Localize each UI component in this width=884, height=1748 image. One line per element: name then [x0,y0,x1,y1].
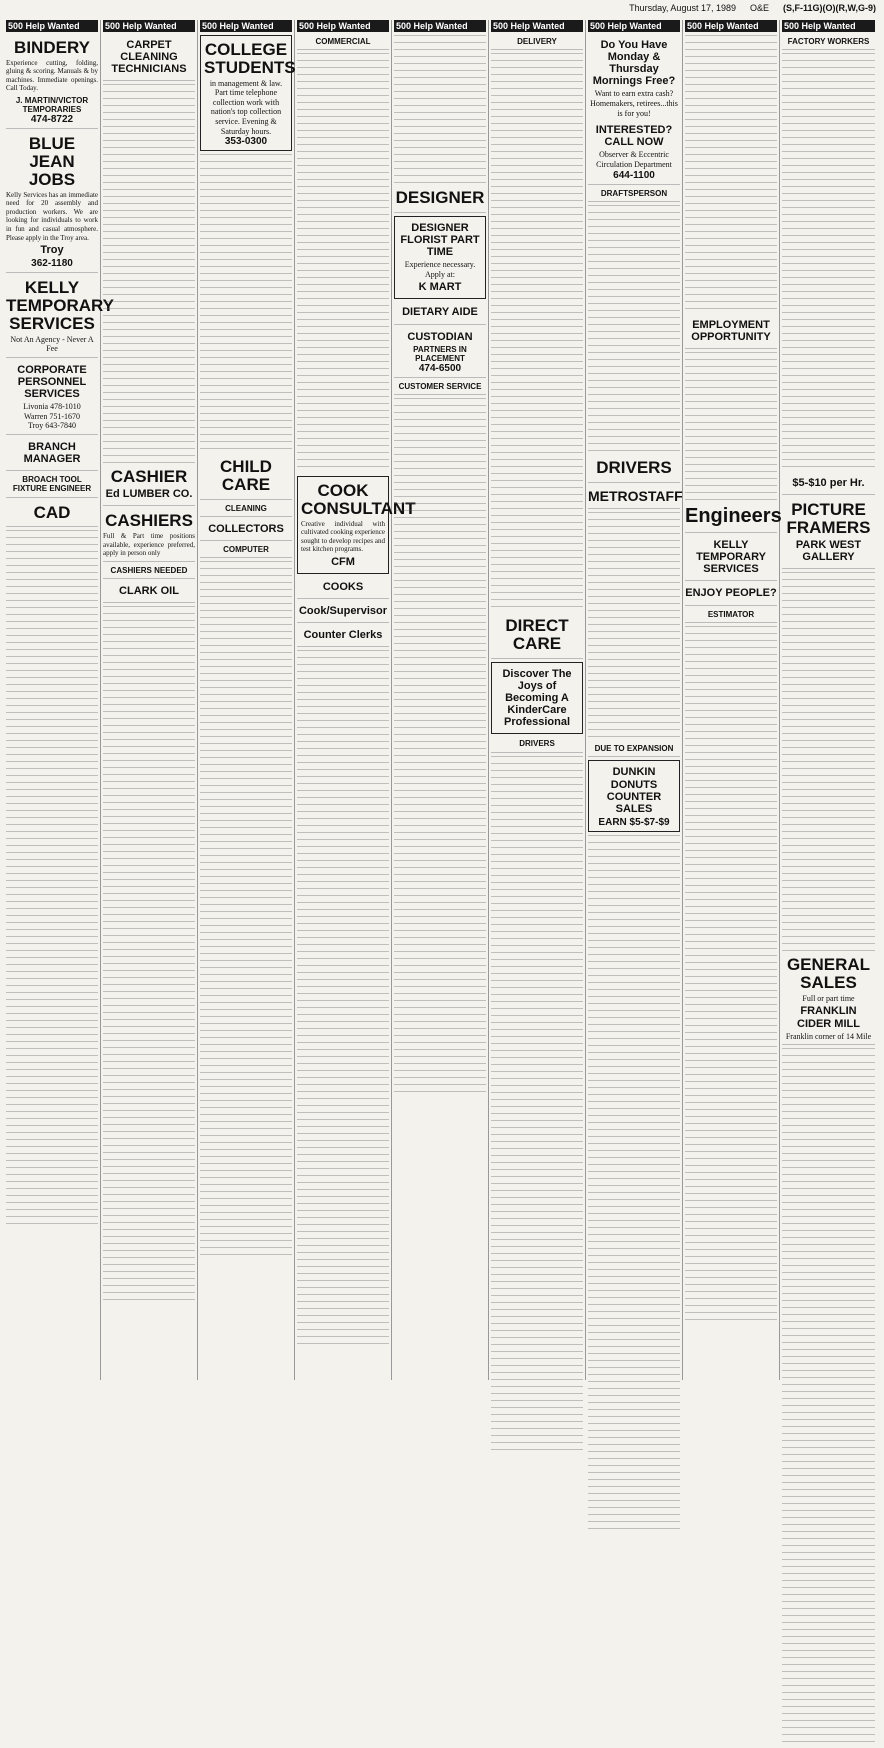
ad-draftsperson [588,187,680,202]
ad-general-sales [782,952,875,1045]
ad-title: DUE TO EXPANSION [594,744,674,754]
column-4 [295,20,416,1380]
ad-company: FRANKLIN CIDER MILL [797,1005,860,1030]
ad-delivery [491,35,583,50]
ad-title: DESIGNER FLORIST PART TIME [400,221,480,259]
ad-drivers [491,737,583,752]
ad-branch [6,437,98,471]
ad-estimator [685,608,777,623]
masthead-date: Thursday, August 17, 1989 [629,3,736,13]
classified-text-block [103,606,195,1306]
column-1 [4,20,114,1380]
ad-title: DUNKIN DONUTS COUNTER SALES [606,766,662,815]
classified-text-block [200,154,292,454]
ad-counter-clerks [297,625,389,647]
classified-text-block [685,626,777,1326]
masthead [0,0,884,16]
ad-wage [782,473,875,495]
ad-corporate [6,360,98,435]
ad-engineers [685,502,782,533]
ad-text: in management & law. Part time telephone collection work with nation's top collection service. Evening & Saturday hours. [209,78,283,136]
ad-commercial [297,35,389,50]
ad-title: CASHIERS NEEDED [110,565,188,575]
ad-title: BINDERY [14,38,90,57]
ad-college [200,35,296,151]
ad-text: Creative individual with cultivated cooking experience sought to develop recipes and test kitchen programs. [301,519,385,554]
classified-text-block [297,650,389,1350]
classified-text-block [103,84,195,464]
ad-title: BRANCH MANAGER [23,440,81,466]
ad-factory [782,35,875,50]
ad-kelly [6,275,114,358]
ad-text: Kelly Services has an immediate need for 20 assembly and production workers. We are looking for individuals to work in fun and casual atmosphere. Please apply in the Troy area. [6,190,98,242]
ad-dietary [394,302,486,324]
ad-title: CASHIER [110,467,188,487]
ad-customer-service [394,380,486,395]
ad-designer-florist [394,216,486,300]
ad-title: ESTIMATOR [707,609,755,619]
columns [4,20,880,1380]
ad-title: DIETARY AIDE [402,306,478,319]
ad-title: FACTORY WORKERS [787,37,870,46]
ad-sub: PARTNERS IN PLACEMENT [413,344,467,363]
ad-phone: 362-1180 [31,258,73,270]
section-header: 500 Help Wanted [685,20,777,32]
classified-text-block [394,398,486,1098]
ad-computer [200,543,292,558]
ad-title: Counter Clerks [303,629,383,642]
ad-title-2: FIXTURE ENGINEER [12,484,92,494]
masthead-section: O&E [749,3,769,13]
ad-text: Want to earn extra cash? Homemakers, retirees...this is for you! [590,89,678,118]
ad-title: CLARK OIL [119,584,179,597]
classified-text-block [200,561,292,1261]
classified-text-block [685,352,777,502]
ad-cooks [297,577,389,599]
classified-text-block [782,1048,875,1748]
ad-title: KELLY TEMPORARY SERVICES [696,539,766,576]
classified-text-block [782,53,875,473]
classified-text-block [491,53,583,613]
ad-org: Observer & Eccentric Circulation Department [596,150,672,169]
ad-dunkin [588,760,680,831]
ad-title: Engineers [685,505,782,528]
ad-title: $5-$10 per Hr. [792,477,865,490]
ad-title: CASHIERS [105,511,193,531]
ad-title: PICTURE FRAMERS [786,500,871,538]
section-header: 500 Help Wanted [394,20,486,32]
ad-title: Do You Have Monday & Thursday Mornings Free? [592,39,676,88]
ad-blue-jean [6,131,98,273]
ad-enjoy [685,583,777,605]
ad-sub: Full or part time [802,993,855,1003]
ad-sub: Ed LUMBER CO. [105,488,193,501]
ad-sub: Not An Agency - Never A Fee [10,334,94,354]
ad-interested: INTERESTED? CALL NOW [595,124,673,149]
ad-title: Discover The Joys of Becoming A KinderCare Professional [502,667,572,729]
classified-text-block [491,756,583,1456]
corporate-line: Troy 643-7840 [28,421,76,431]
ad-employment [685,315,777,349]
ad-title: COOKS [322,581,364,594]
ad-text: Full & Part time positions available, experience preferred, apply in person only [103,532,195,558]
classified-text-block [685,35,777,315]
ad-earn: EARN $5-$7-$9 [598,816,670,828]
ad-metrostaff [588,485,683,510]
ad-title: Cook/Supervisor [298,605,388,618]
ad-title: DRAFTSPERSON [600,188,668,198]
section-header: 500 Help Wanted [782,20,875,32]
classified-text-block [782,572,875,952]
section-header: 500 Help Wanted [297,20,389,32]
ad-collectors [200,519,292,541]
column-9 [780,20,877,1380]
classified-text-block [6,530,98,1230]
ad-title: DRIVERS [519,739,555,749]
ad-title: COOK CONSULTANT [301,481,416,519]
ad-drivers-2 [588,455,680,483]
classified-text-block [297,53,389,473]
ad-title: COMMERCIAL [315,37,371,46]
column-5 [392,20,489,1380]
ad-cook-consultant [297,476,416,574]
ad-title: BLUE JEAN JOBS [28,134,76,190]
section-header: 500 Help Wanted [588,20,680,32]
ad-title: CARPET CLEANING TECHNICIANS [111,39,187,76]
ad-company: CFM [331,556,355,568]
ad-title: EMPLOYMENT OPPORTUNITY [691,319,771,344]
ad-cashiers-needed [103,564,195,579]
ad-designer [394,185,486,213]
classified-text-block [588,512,680,742]
ad-title: COMPUTER [223,545,269,555]
ad-title: METROSTAFF [588,487,683,504]
ad-title: CORPORATE PERSONNEL SERVICES [17,363,87,401]
ad-company: J. MARTIN/VICTOR TEMPORARIES [15,95,89,115]
ad-text: Experience necessary. Apply at: [404,260,476,279]
ad-picture-framers [782,497,875,569]
ad-title: DESIGNER [395,188,485,207]
ad-phone: 474-6500 [418,362,462,374]
ad-title: COLLECTORS [208,523,284,536]
column-3 [198,20,295,1380]
ad-due-expansion [588,742,680,757]
ad-phone: 474-8722 [30,114,74,126]
ad-title: KELLY TEMPORARY SERVICES [6,278,114,333]
masthead-page: (S,F-11G)(O)(R,W,G-9) [783,3,876,13]
classified-text-block [394,35,486,185]
ad-title: DIRECT CARE [505,616,569,654]
ad-title: ENJOY PEOPLE? [685,587,777,600]
classified-text-block [588,205,680,455]
ad-title: COLLEGE STUDENTS [204,40,296,77]
ad-company: PARK WEST GALLERY [795,538,862,564]
ad-cleaning [200,502,292,517]
ad-monday-thursday [588,35,680,185]
section-header: 500 Help Wanted [6,20,98,32]
ad-clark [103,581,195,603]
column-6 [489,20,586,1380]
ad-title: GENERAL SALES [786,955,871,992]
corporate-line: Warren 751-1670 [23,411,80,421]
section-header: 500 Help Wanted [491,20,583,32]
ad-cashiers [103,508,195,561]
ad-cook-supervisor [297,601,389,623]
ad-title: CHILD CARE [220,457,272,495]
ad-carpet [103,35,195,81]
ad-direct-care [491,613,583,659]
ad-title: DELIVERY [517,37,557,46]
ad-company: K MART [418,281,462,294]
section-header: 500 Help Wanted [200,20,292,32]
ad-broach [6,473,98,497]
ad-title: BROACH TOOL [22,475,82,485]
ad-kindercare [491,662,583,734]
corporate-line: Livonia 478-1010 [23,402,81,412]
ad-custodian [394,327,486,378]
ad-text: Experience cutting, folding, gluing & scoring. Manuals & by machines. Immediate openings. Call Today. [6,58,98,93]
column-8 [683,20,780,1380]
ad-kelly-2 [685,535,777,581]
classified-text-block [588,835,680,1535]
ad-title: CUSTOMER SERVICE [398,381,482,391]
ad-title: CUSTODIAN [407,330,473,343]
ad-title: DRIVERS [596,457,672,477]
ad-cashier [103,464,195,506]
ad-bindery [6,35,98,129]
ad-title: CLEANING [225,503,267,513]
ad-phone: 353-0300 [224,136,268,148]
ad-cad [6,500,98,528]
ad-location: Franklin corner of 14 Mile [785,1031,872,1041]
column-2 [101,20,198,1380]
ad-childcare [200,454,292,500]
column-7 [586,20,683,1380]
ad-city: Troy [40,244,64,257]
ad-title: CAD [33,502,71,522]
ad-phone: 644-1100 [613,169,655,181]
section-header: 500 Help Wanted [103,20,195,32]
